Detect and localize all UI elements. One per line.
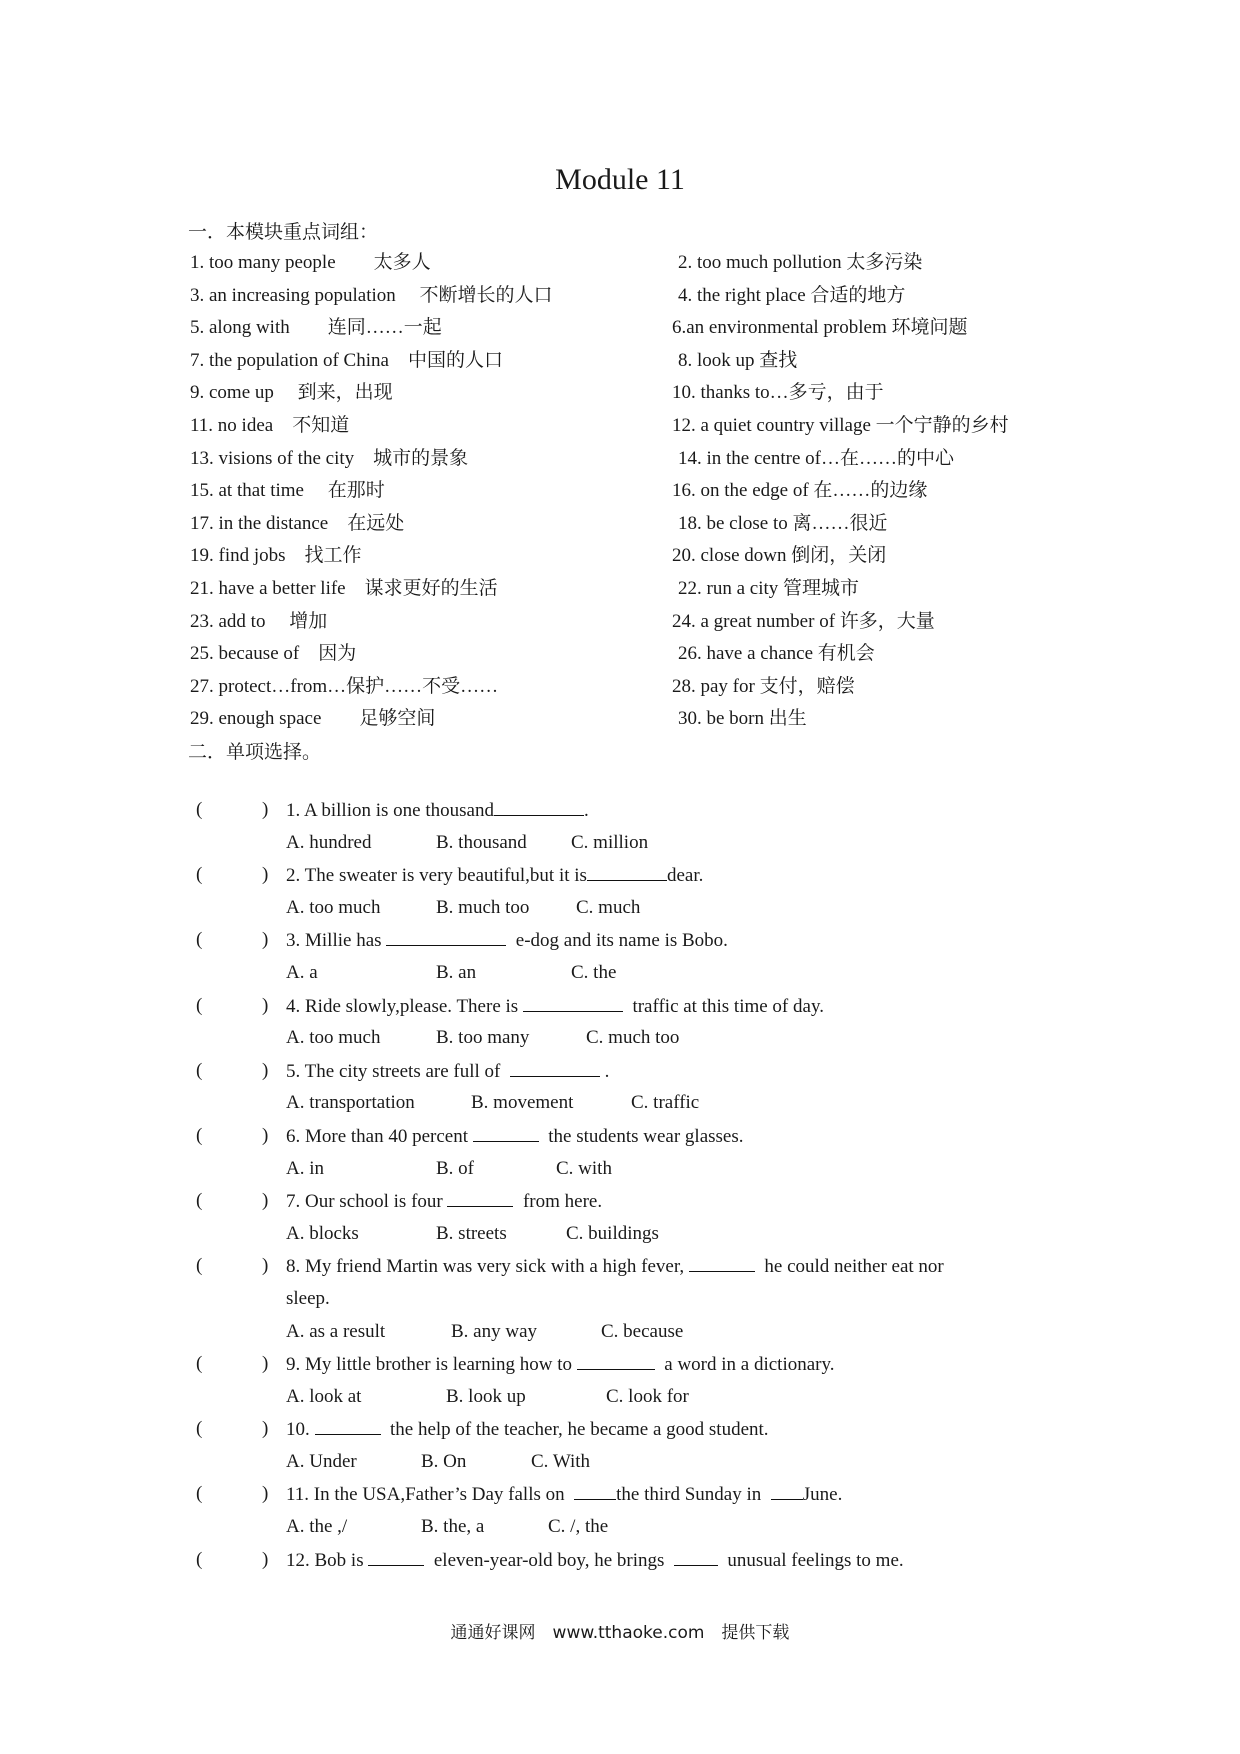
option-a[interactable]: A. the ,/ (286, 1516, 348, 1538)
bracket-open: ( (196, 1190, 203, 1212)
answer-blank[interactable] (368, 1547, 424, 1566)
question-stem (196, 1416, 1076, 1449)
phrase-item: 11. no idea 不知道 (190, 414, 350, 436)
question-text: unusual feelings to me. (717, 1549, 904, 1571)
question-text: e-dog and its name is Bobo. (506, 930, 728, 952)
phrase-item: 29. enough space 足够空间 (190, 708, 436, 730)
question-item (196, 1123, 1076, 1188)
bracket-open: ( (196, 1483, 203, 1505)
option-c[interactable]: C. traffic (631, 1092, 700, 1114)
answer-blank[interactable] (494, 797, 584, 816)
question-text: . (599, 1060, 610, 1082)
option-row (196, 1221, 1076, 1254)
phrase-item: 3. an increasing population 不断增长的人口 (190, 284, 553, 306)
option-row (196, 1156, 1076, 1189)
option-b[interactable]: B. the, a (421, 1516, 485, 1538)
answer-blank[interactable] (689, 1253, 755, 1272)
phrase-item: 1. too many people 太多人 (190, 252, 431, 273)
bracket-open: ( (196, 929, 203, 951)
option-c[interactable]: C. much (576, 896, 641, 918)
answer-blank[interactable] (587, 862, 667, 881)
answer-blank[interactable] (510, 1058, 600, 1077)
option-c[interactable]: C. buildings (566, 1222, 659, 1244)
question-text: a word in a dictionary. (654, 1354, 835, 1376)
answer-blank[interactable] (386, 927, 506, 946)
option-row (196, 1025, 1076, 1058)
phrase-item: 6.an environmental problem 环境问题 (672, 317, 968, 339)
bracket-close: ) (262, 1255, 269, 1277)
question-item (196, 1481, 1076, 1546)
option-row (196, 960, 1076, 993)
option-a[interactable]: A. Under (286, 1450, 357, 1472)
question-text: traffic at this time of day. (622, 995, 824, 1017)
phrase-item: 27. protect…from…保护……不受…… (190, 675, 499, 697)
question-text: June. (802, 1484, 843, 1506)
bracket-close: ) (262, 1548, 269, 1570)
bracket-open: ( (196, 1255, 203, 1277)
bracket-close: ) (262, 929, 269, 951)
question-item (196, 1351, 1076, 1416)
option-row (196, 1090, 1076, 1123)
question-text: he could neither eat nor (754, 1256, 944, 1278)
section-heading-phrases: 一．本模块重点词组： (188, 221, 379, 243)
answer-blank[interactable] (473, 1123, 539, 1142)
question-text: . (583, 800, 589, 821)
question-item (196, 1253, 1076, 1351)
bracket-open: ( (196, 1548, 203, 1570)
question-stem (196, 1188, 1076, 1221)
phrase-item: 2. too much pollution 太多污染 (678, 252, 923, 273)
bracket-close: ) (262, 1483, 269, 1505)
question-text: 12. Bob is (286, 1549, 369, 1571)
question-stem (196, 1123, 1076, 1156)
option-a[interactable]: A. transportation (286, 1092, 415, 1114)
question-item (196, 1547, 1076, 1580)
phrase-item: 18. be close to 离……很近 (678, 512, 888, 534)
option-b[interactable]: B. an (436, 961, 477, 983)
phrase-item: 10. thanks to…多亏，由于 (672, 382, 884, 404)
option-row (196, 895, 1076, 928)
option-c[interactable]: C. With (531, 1450, 591, 1472)
phrase-item: 9. come up 到来，出现 (190, 382, 393, 404)
option-a[interactable]: A. too much (286, 1027, 381, 1049)
option-b[interactable]: B. of (436, 1157, 474, 1179)
answer-blank[interactable] (315, 1416, 381, 1435)
phrase-item: 23. add to 增加 (190, 610, 328, 632)
answer-blank[interactable] (447, 1188, 513, 1207)
question-text: the help of the teacher, he became a good student. (380, 1419, 769, 1441)
option-b[interactable]: B. thousand (436, 831, 527, 853)
bracket-close: ) (262, 994, 269, 1016)
phrase-item: 5. along with 连同……一起 (190, 317, 442, 339)
bracket-open: ( (196, 1124, 203, 1146)
option-c[interactable]: C. /, the (548, 1516, 609, 1538)
option-a[interactable]: A. too much (286, 896, 381, 918)
phrase-item: 21. have a better life 谋求更好的生活 (190, 577, 498, 599)
phrase-item: 13. visions of the city 城市的景象 (190, 447, 469, 469)
question-text: 4. Ride slowly,please. There is (286, 995, 523, 1017)
question-stem (196, 927, 1076, 960)
phrase-item: 14. in the centre of…在……的中心 (678, 447, 954, 469)
option-b[interactable]: B. streets (436, 1222, 507, 1244)
question-stem (196, 797, 1076, 830)
option-c[interactable]: C. the (571, 961, 617, 983)
page-footer: 通通好课网 www.tthaoke.com 提供下载 (450, 1623, 790, 1643)
bracket-close: ) (262, 1190, 269, 1212)
phrase-item: 24. a great number of 许多，大量 (672, 610, 935, 632)
bracket-open: ( (196, 994, 203, 1016)
question-text: the third Sunday in (616, 1484, 771, 1506)
option-a[interactable]: A. in (286, 1157, 324, 1179)
option-a[interactable]: A. as a result (286, 1320, 386, 1342)
option-b[interactable]: B. On (421, 1450, 467, 1472)
answer-blank[interactable] (674, 1547, 718, 1566)
option-row (196, 1514, 1076, 1547)
question-text: from here. (513, 1191, 603, 1213)
bracket-close: ) (262, 1418, 269, 1440)
question-text: 8. My friend Martin was very sick with a high fever, (286, 1256, 689, 1278)
option-row (196, 1384, 1076, 1417)
option-row (196, 1319, 1076, 1352)
question-text: 1. A billion is one thousand (286, 800, 494, 821)
bracket-close: ) (262, 799, 269, 820)
answer-blank[interactable] (577, 1351, 655, 1370)
question-item (196, 927, 1076, 992)
question-stem (196, 993, 1076, 1026)
bracket-open: ( (196, 1353, 203, 1375)
option-c[interactable]: C. with (556, 1157, 612, 1179)
bracket-close: ) (262, 1353, 269, 1375)
option-a[interactable]: A. hundred (286, 831, 372, 853)
question-item (196, 797, 1076, 862)
phrase-item: 8. look up 查找 (678, 349, 798, 371)
bracket-close: ) (262, 1124, 269, 1146)
section-heading-choice: 二．单项选择。 (188, 741, 322, 763)
phrase-item: 17. in the distance 在远处 (190, 512, 405, 534)
option-c[interactable]: C. because (601, 1320, 684, 1342)
bracket-open: ( (196, 799, 203, 820)
phrase-item: 28. pay for 支付，赔偿 (672, 675, 855, 697)
question-text: 9. My little brother is learning how to (286, 1354, 577, 1376)
phrase-item: 16. on the edge of 在……的边缘 (672, 480, 928, 502)
question-text: 6. More than 40 percent (286, 1125, 473, 1147)
question-item (196, 1058, 1076, 1123)
question-text: 7. Our school is four (286, 1191, 448, 1213)
phrase-item: 15. at that time 在那时 (190, 480, 385, 502)
option-c[interactable]: C. look for (606, 1385, 689, 1407)
question-text-continued: sleep. (286, 1287, 330, 1309)
phrase-item: 4. the right place 合适的地方 (678, 284, 906, 306)
answer-blank[interactable] (771, 1481, 803, 1500)
phrase-item: 26. have a chance 有机会 (678, 643, 875, 665)
question-stem (196, 1547, 1076, 1580)
option-row (196, 1449, 1076, 1482)
question-text: eleven-year-old boy, he brings (424, 1549, 674, 1571)
question-text: 11. In the USA,Father’s Day falls on (286, 1484, 575, 1506)
page-title: Module 11 (555, 163, 685, 196)
answer-blank[interactable] (523, 993, 623, 1012)
phrase-item: 19. find jobs 找工作 (190, 545, 362, 567)
bracket-close: ) (262, 1059, 269, 1081)
option-b[interactable]: B. too many (436, 1027, 530, 1049)
phrase-item: 30. be born 出生 (678, 708, 807, 730)
bracket-open: ( (196, 1418, 203, 1440)
option-a[interactable]: A. a (286, 961, 318, 983)
phrase-item: 25. because of 因为 (190, 643, 357, 665)
question-item (196, 1416, 1076, 1481)
question-stem (196, 862, 1076, 895)
option-b[interactable]: B. any way (451, 1320, 538, 1342)
question-text: 3. Millie has (286, 930, 387, 952)
option-b[interactable]: B. look up (446, 1385, 526, 1407)
answer-blank[interactable] (574, 1481, 616, 1500)
option-b[interactable]: B. movement (471, 1092, 574, 1114)
question-text: 5. The city streets are full of (286, 1060, 510, 1082)
question-item (196, 993, 1076, 1058)
option-b[interactable]: B. much too (436, 896, 530, 918)
question-stem (196, 1481, 1076, 1514)
question-text: 2. The sweater is very beautiful,but it is (286, 865, 587, 887)
option-row (196, 830, 1076, 863)
option-c[interactable]: C. million (571, 831, 649, 853)
question-text: the students wear glasses. (538, 1125, 744, 1147)
option-a[interactable]: A. look at (286, 1385, 362, 1407)
phrase-item: 12. a quiet country village 一个宁静的乡村 (672, 414, 1009, 436)
bracket-open: ( (196, 1059, 203, 1081)
question-stem (196, 1058, 1076, 1091)
bracket-open: ( (196, 864, 203, 886)
question-text: dear. (666, 865, 704, 887)
question-item (196, 862, 1076, 927)
question-stem (196, 1351, 1076, 1384)
phrase-item: 22. run a city 管理城市 (678, 577, 860, 599)
option-c[interactable]: C. much too (586, 1027, 680, 1049)
phrase-list (190, 250, 1090, 739)
question-text: 10. (286, 1419, 315, 1441)
option-a[interactable]: A. blocks (286, 1222, 359, 1244)
bracket-close: ) (262, 864, 269, 886)
question-item (196, 1188, 1076, 1253)
phrase-item: 7. the population of China 中国的人口 (190, 349, 503, 371)
question-list (196, 797, 1076, 1579)
question-stem (196, 1253, 1076, 1286)
phrase-item: 20. close down 倒闭，关闭 (672, 545, 887, 567)
